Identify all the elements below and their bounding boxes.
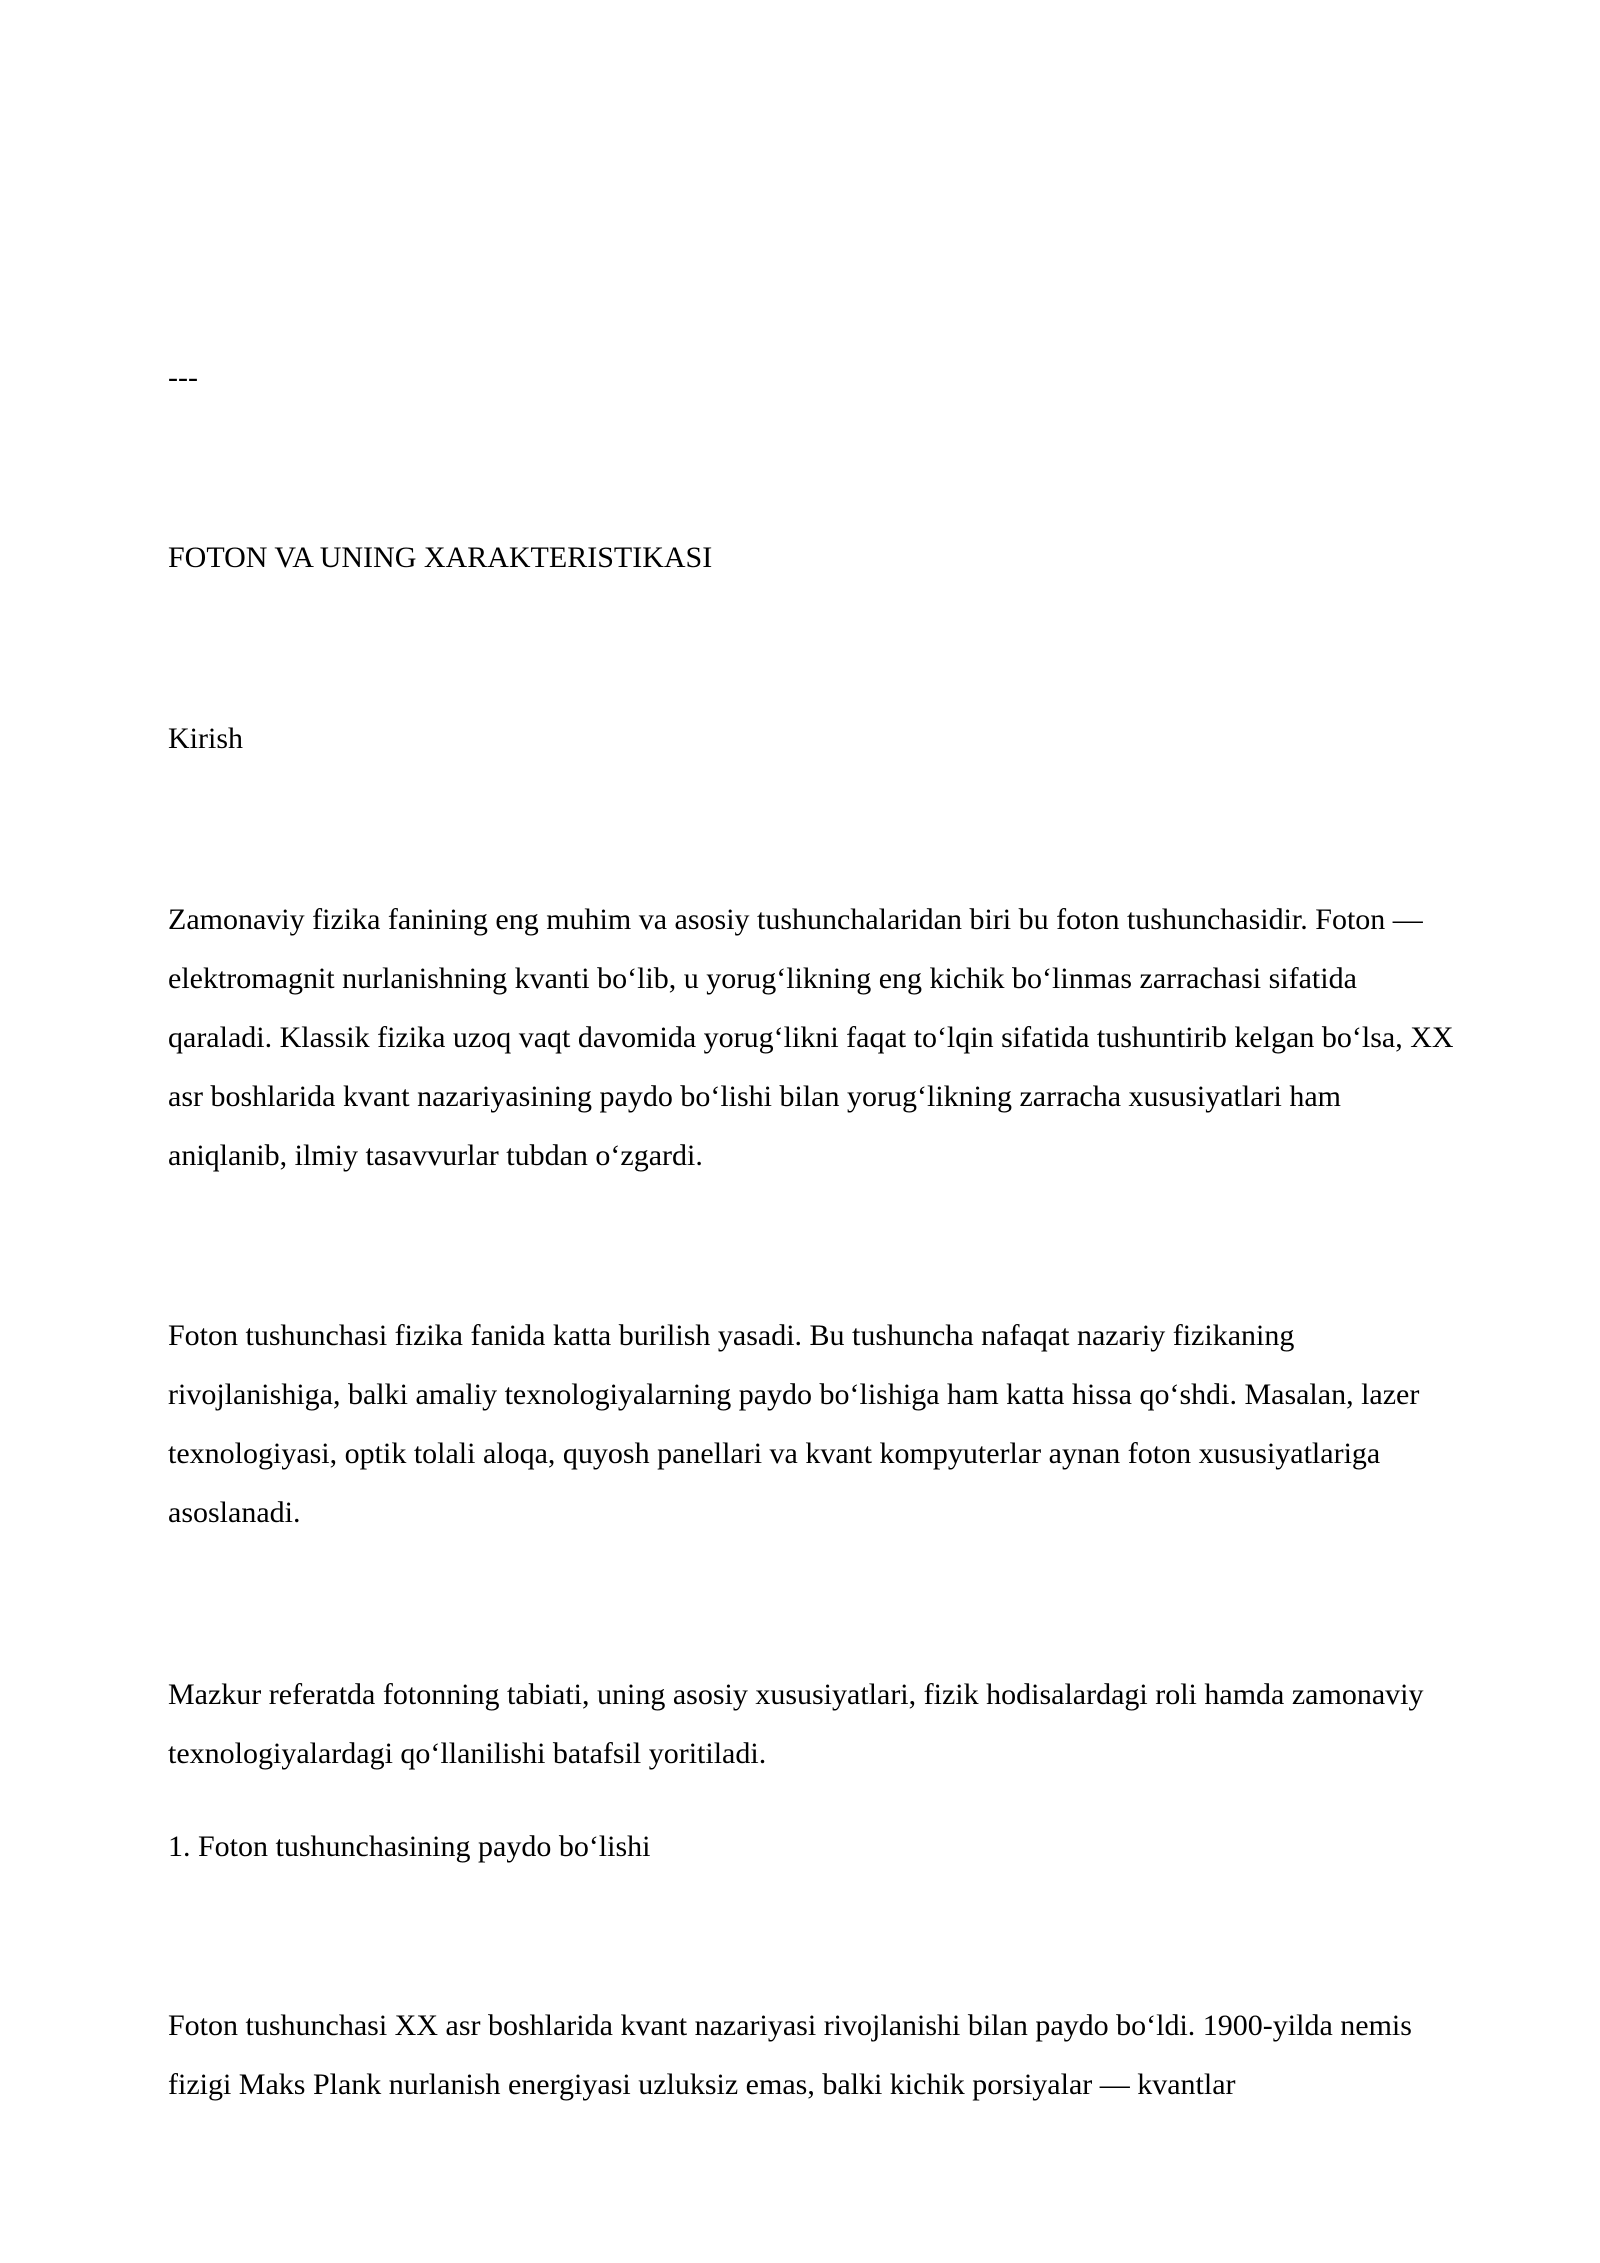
document-title: FOTON VA UNING XARAKTERISTIKASI	[168, 541, 713, 574]
intro-paragraph-3: Mazkur referatda fotonning tabiati, uning asosiy xususiyatlari, fizik hodisalardagi roli hamda zamonaviy texnologiyalardagi qo‘llanilishi batafsil yoritiladi.	[168, 1678, 1424, 1770]
section-1-heading: 1. Foton tushunchasining paydo bo‘lishi	[168, 1830, 651, 1863]
intro-paragraph-2: Foton tushunchasi fizika fanida katta burilish yasadi. Bu tushuncha nafaqat nazariy fizikaning rivojlanishiga, balki amaliy texnologiyalarning paydo bo‘lishiga ham katta hissa qo‘shdi. Masalan, lazer texnologiyasi, optik tolali aloqa, quyosh panellari va kvant kompyuterlar aynan foton xususiyatlariga asoslanadi.	[168, 1319, 1420, 1529]
section-1-paragraph: Foton tushunchasi XX asr boshlarida kvant nazariyasi rivojlanishi bilan paydo bo‘ldi. 1900-yilda nemis fizigi Maks Plank nurlanish energiyasi uzluksiz emas, balki kichik porsiyalar — kvantlar	[168, 2009, 1412, 2101]
intro-paragraph-1: Zamonaviy fizika fanining eng muhim va asosiy tushunchalaridan biri bu foton tushunchasidir. Foton — elektromagnit nurlanishning kvanti bo‘lib, u yorug‘likning eng kichik bo‘linmas zarrachasi sifatida qaraladi. Klassik fizika uzoq vaqt davomida yorug‘likni faqat to‘lqin sifatida tushuntirib kelgan bo‘lsa, XX asr boshlarida kvant nazariyasining paydo bo‘lishi bilan yorug‘likning zarracha xususiyatlari ham aniqlanib, ilmiy tasavvurlar tubdan o‘zgardi.	[168, 903, 1454, 1172]
intro-heading: Kirish	[168, 722, 243, 755]
separator-line: ---	[168, 361, 198, 394]
